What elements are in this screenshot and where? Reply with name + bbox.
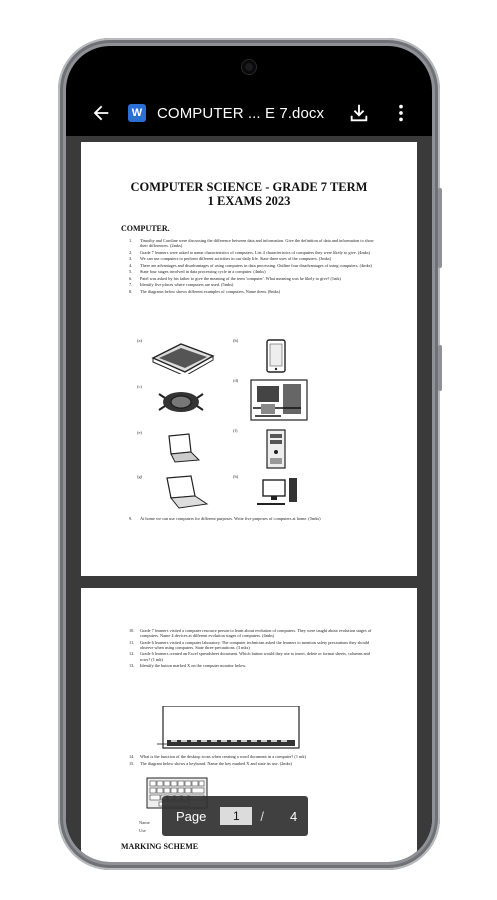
computer-figures	[137, 338, 309, 510]
desktop-drawing	[241, 474, 313, 510]
figure-server-tower	[233, 428, 313, 470]
question-list	[129, 238, 379, 295]
marking-scheme-heading: MARKING SCHEME	[121, 842, 199, 851]
question-number: 1.	[129, 238, 133, 243]
question-text: Grade 7 learners were asked to name characteristics of computers. List 4 characteristics of computers they were likely to give. (4mks)	[140, 249, 371, 255]
question-list-page-2b	[129, 754, 381, 767]
figure-notebook	[137, 474, 217, 510]
question-item	[129, 269, 379, 274]
figure-label: (f)	[233, 428, 238, 433]
notebook-drawing	[145, 474, 217, 510]
answer-use-label: Use	[139, 828, 146, 833]
question-text: Grade 7 learners visited a computer resource person to learn about evolution of computers. They were taught about evolution stages of computers. Name 4 devices at different evolution stages of computers. (4mks)	[140, 628, 372, 639]
question-item	[129, 628, 381, 638]
question-text: The diagram below shows a keyboard. Name the key marked X and state its use. (2mks)	[140, 760, 292, 766]
document-title-line-2: 1 EXAMS 2023	[207, 194, 291, 208]
smartwatch-drawing	[145, 384, 217, 420]
front-camera	[242, 60, 256, 74]
more-vertical-icon[interactable]	[390, 102, 412, 124]
question-text: Identify five places where computers are used. (5mks)	[140, 282, 234, 288]
figure-desktop-computer	[233, 474, 313, 510]
smartphone-drawing	[241, 338, 313, 374]
question-item	[129, 289, 379, 294]
question-number: 6.	[129, 275, 133, 281]
figure-label: (b)	[233, 338, 239, 343]
figure-desktop-workstation	[233, 378, 313, 422]
question-number: 4.	[129, 262, 133, 268]
question-item	[129, 256, 379, 261]
question-text: At home we can use computers for different purposes. Write five purposes of computers at home. (5mks)	[140, 516, 321, 521]
document-title-line-1: COMPUTER SCIENCE - GRADE 7 TERM	[130, 180, 368, 194]
document-page-1	[81, 142, 417, 576]
figure-label: (a)	[137, 338, 142, 343]
question-item	[129, 250, 379, 255]
laptop-drawing	[145, 430, 217, 466]
question-item	[129, 282, 379, 287]
download-icon[interactable]	[348, 102, 370, 124]
question-number: 15.	[129, 760, 135, 766]
question-number: 8.	[129, 288, 133, 294]
question-item	[129, 276, 379, 281]
figure-label: (g)	[137, 474, 143, 479]
current-page-input[interactable]: 1	[220, 807, 252, 825]
question-text: We can use computers to perform different activities in our daily life. State three uses of the computers. (3mks)	[140, 256, 331, 262]
question-number: 5.	[129, 269, 133, 275]
question-number: 11.	[129, 639, 135, 645]
question-text: Identify the button marked X on the computer monitor below.	[140, 663, 247, 669]
question-text: There are advantages and disadvantages of using computers in data processing. Outline four disadvantages of using computers. (4mks)	[140, 262, 372, 268]
question-text: Grade 6 learners visited a computer laboratory. The computer technician asked the learners to mention safety precautions they should observe when using computers. State three precautions. (3 mks)	[140, 639, 370, 650]
question-number: 14.	[129, 754, 135, 759]
question-item	[129, 651, 381, 661]
arrow-left-icon[interactable]	[90, 102, 112, 124]
figure-smartphone	[233, 338, 313, 374]
figure-smartwatch	[137, 384, 217, 420]
page-separator: /	[260, 808, 264, 824]
phone-screen	[66, 46, 432, 862]
question-text: Grade 6 learners created an Excel spreadsheet document. Which button would they use to insert, delete or format sheets, columns and rows? (1 mk)	[140, 651, 370, 662]
phone-volume-button	[438, 188, 442, 268]
workstation-drawing	[241, 378, 313, 422]
question-item	[129, 761, 381, 766]
question-9	[129, 516, 381, 523]
tablet-drawing	[145, 338, 217, 374]
page-label: Page	[176, 808, 207, 824]
question-text: Timothy and Caroline were discussing the difference between data and information. Give the definition of data and information to show their differences. (2mks)	[140, 238, 374, 249]
question-item	[129, 663, 381, 668]
question-number: 12.	[129, 651, 135, 657]
app-toolbar	[66, 92, 432, 134]
word-doc-icon: W	[128, 104, 146, 122]
figure-tablet	[137, 338, 217, 374]
figure-label: (d)	[233, 378, 239, 383]
question-item	[129, 263, 379, 268]
question-item	[129, 754, 381, 759]
answer-name-label: Name	[139, 820, 150, 825]
section-heading: COMPUTER.	[121, 224, 170, 233]
question-text: What is the function of the desktop icons when creating a word document in a computer? (1 mk)	[140, 754, 306, 759]
question-text: State four stages involved in data processing cycle in a computer. (4mks)	[140, 269, 266, 275]
question-number: 13.	[129, 663, 135, 669]
monitor-figure	[157, 706, 303, 750]
question-number: 2.	[129, 249, 133, 255]
question-text: The diagrams below shows different examples of computers. Name them. (8mks)	[140, 288, 281, 294]
question-number: 10.	[129, 628, 135, 633]
question-number: 9.	[129, 516, 133, 521]
question-list-page-2	[129, 628, 381, 670]
phone-power-button	[438, 345, 442, 391]
question-item	[129, 238, 379, 248]
question-item	[129, 640, 381, 650]
question-number: 3.	[129, 256, 133, 262]
tower-drawing	[241, 428, 313, 470]
document-viewer[interactable]	[66, 136, 432, 862]
document-title	[81, 180, 417, 208]
total-pages: 4	[290, 808, 298, 824]
figure-label: (h)	[233, 474, 239, 479]
file-title: COMPUTER ... E 7.docx	[157, 104, 325, 122]
question-number: 7.	[129, 282, 133, 288]
figure-laptop	[137, 430, 217, 466]
figure-label: (c)	[137, 384, 142, 389]
question-text: Patel was asked by his father to give the meaning of the term 'computer'. What meaning was he likely to give? (1mk)	[140, 275, 341, 281]
figure-label: (e)	[137, 430, 142, 435]
page-indicator	[162, 796, 308, 836]
